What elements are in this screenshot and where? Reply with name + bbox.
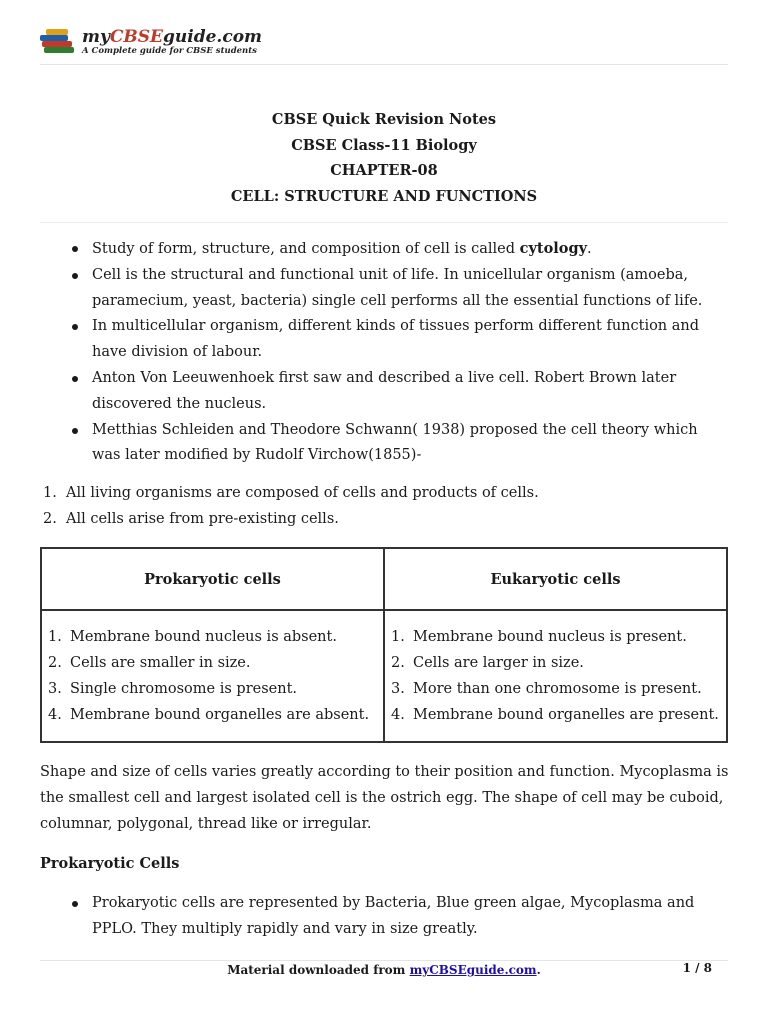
prokaryotic-cell	[41, 610, 384, 742]
intro-bullets	[40, 236, 728, 469]
books-logo-icon	[40, 27, 78, 57]
title-line: CHAPTER-08	[330, 162, 438, 179]
page-footer: Material downloaded from myCBSEguide.com.	[227, 963, 541, 977]
logo-subtitle: A Complete guide for CBSE students	[82, 45, 257, 56]
body-paragraph: Shape and size of cells varies greatly according to their position and function. Mycoplasma is the smallest cell and largest isolated cell is the ostrich egg. The shape of cell may be cuboid, columnar, polygonal, thread like or irregular.	[40, 764, 729, 832]
bullet-icon	[72, 324, 78, 330]
table-item: 3. More than one chromosome is present.	[391, 681, 702, 697]
list-item: Cell is the structural and functional unit of life. In unicellular organism (amoeba, paramecium, yeast, bacteria) single cell performs all the essential functions of life.	[40, 263, 728, 315]
table-item: 2. Cells are smaller in size.	[48, 655, 251, 671]
logo-title: myCBSEguide.com	[82, 26, 263, 47]
cell-theory-list	[40, 481, 728, 533]
bullet-icon	[72, 901, 78, 907]
section-list	[40, 891, 728, 943]
bullet-icon	[72, 246, 78, 252]
site-logo[interactable]	[40, 24, 262, 60]
bullet-icon	[72, 376, 78, 382]
page-header	[40, 24, 728, 65]
table-item: 1. Membrane bound nucleus is present.	[391, 629, 687, 645]
footer-link[interactable]: myCBSEguide.com	[409, 963, 537, 977]
page-number: 1 / 8	[682, 961, 712, 975]
title-line: CBSE Class-11 Biology	[291, 136, 477, 154]
table-item: 4. Membrane bound organelles are present.	[391, 707, 719, 723]
chapter-title: CELL: STRUCTURE AND FUNCTIONS	[230, 187, 538, 205]
table-item: 1. Membrane bound nucleus is absent.	[48, 629, 337, 645]
table-item: 4. Membrane bound organelles are absent.	[48, 707, 370, 723]
column-header: Eukaryotic cells	[384, 548, 727, 610]
table-item: 2. Cells are larger in size.	[391, 655, 584, 671]
main-content	[40, 236, 728, 533]
list-item: Prokaryotic cells are represented by Bacteria, Blue green algae, Mycoplasma and PPLO. They multiply rapidly and vary in size greatly.	[40, 891, 728, 943]
title-line: CBSE Quick Revision Notes	[271, 111, 497, 128]
column-header: Prokaryotic cells	[41, 548, 384, 610]
section-heading: Prokaryotic Cells	[40, 855, 180, 872]
comparison-table	[40, 547, 728, 743]
table-item: 3. Single chromosome is present.	[48, 681, 298, 697]
list-item: Metthias Schleiden and Theodore Schwann( 1938) proposed the cell theory which was later modified by Rudolf Virchow(1855)-	[40, 418, 728, 470]
list-item: 1. All living organisms are composed of cells and products of cells.	[43, 485, 539, 502]
divider	[40, 222, 728, 223]
table-row	[41, 610, 727, 742]
list-item: Anton Von Leeuwenhoek first saw and described a live cell. Robert Brown later discovered the nucleus.	[40, 366, 728, 418]
list-item: Study of form, structure, and composition of cell is called cytology.	[40, 236, 728, 263]
bullet-icon	[72, 428, 78, 434]
list-item: 2. All cells arise from pre-existing cells.	[43, 510, 339, 527]
table-header-row	[41, 548, 727, 610]
bullet-icon	[72, 273, 78, 279]
list-item: In multicellular organism, different kinds of tissues perform different function and have division of labour.	[40, 314, 728, 366]
divider	[40, 960, 728, 961]
eukaryotic-cell	[384, 610, 727, 742]
document-titles	[40, 107, 728, 209]
